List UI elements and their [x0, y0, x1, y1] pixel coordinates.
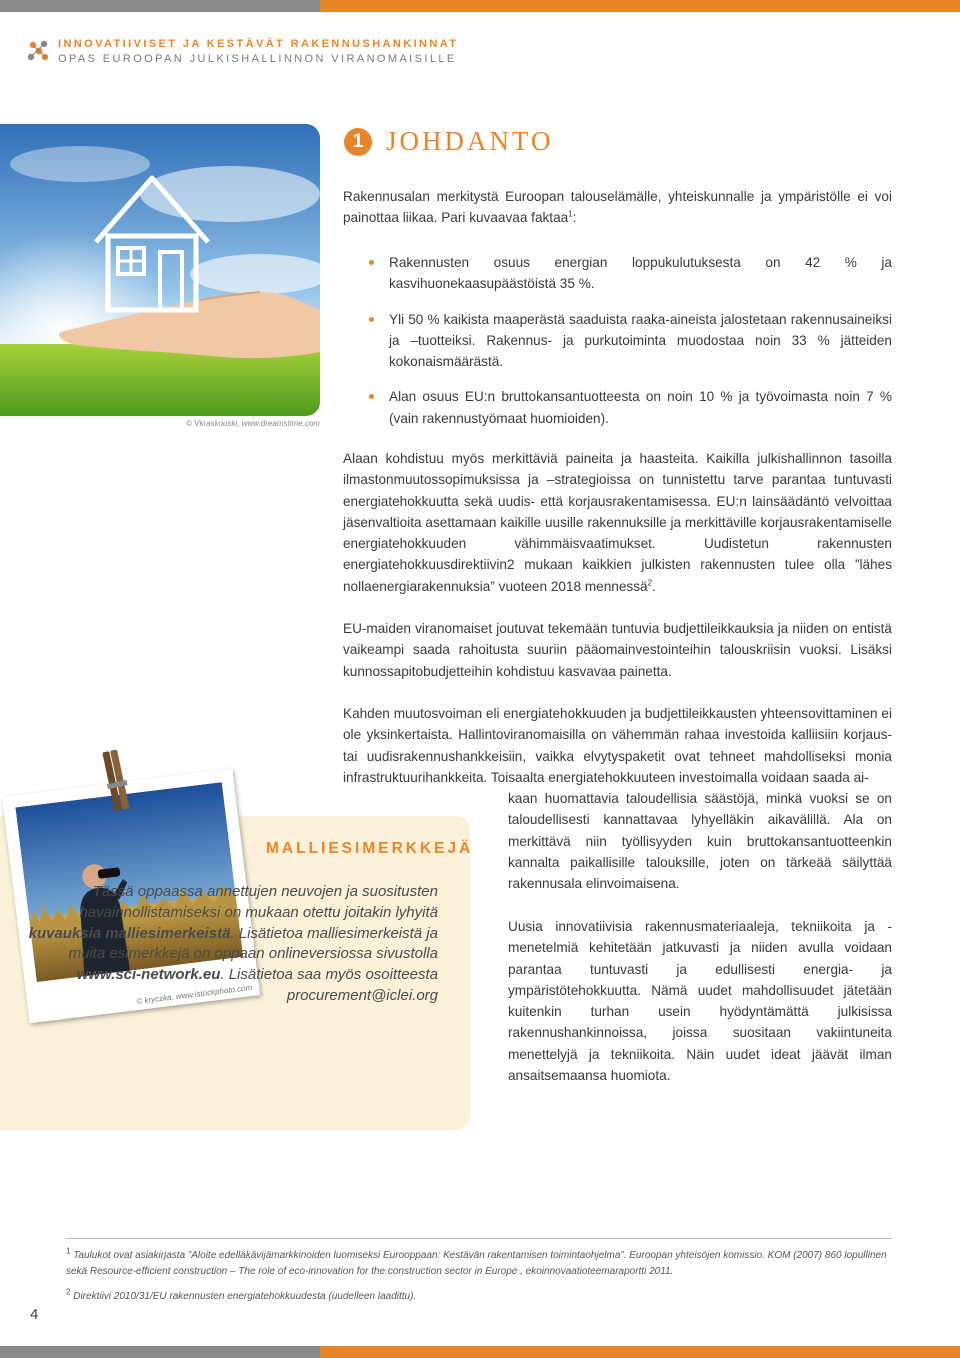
- footnote-ref-2: 2: [647, 578, 653, 588]
- bullet-text: Rakennusten osuus energian loppukulutuksesta on 42 % ja kasvihuonekaasupäästöistä 35 %.: [389, 255, 892, 292]
- bullet-dot-icon: [369, 394, 374, 399]
- footnote-ref-1: 1: [568, 209, 573, 219]
- model-text-bold: kuvauksia malliesimerkeistä: [28, 924, 231, 942]
- chapter-number-badge: 1: [344, 128, 372, 156]
- footnote-1: [66, 1248, 892, 1280]
- intro-text: Rakennusalan merkitystä Euroopan talouselämälle, yhteiskunnalle ja ympäristölle ei voi painottaa liikaa. Pari kuvaavaa faktaa: [343, 189, 892, 226]
- bottom-bar-orange: [320, 1346, 960, 1358]
- paragraph-budget-cuts: EU-maiden viranomaiset joutuvat tekemään tuntuvia budjettileikkauksia ja niiden on entistä vaikeampi saada rahoitusta suuriin pääomainvestointeihin talouskriisin vuoksi. Lisäksi kunnossapitobudjetteihin kohdistuu kasvavaa painetta.: [343, 621, 892, 679]
- model-text-part: . Lisätietoa saa myös osoitteesta procurement@iclei.org: [220, 966, 438, 1004]
- paragraph-challenges: [343, 448, 892, 597]
- footnote-2: [66, 1289, 892, 1305]
- paragraph-text: Alaan kohdistuu myös merkittäviä paineita ja haasteita. Kaikilla julkishallinnon tasoilla ilmastonmuutossopimuksissa ja –strategioissa on tunnistettu tarve parantaa tuntuvasti energiatehokkuutta sekä uudis- että korjausrakentamisessa. EU:n lainsäädäntö velvoittaa jäsenvaltioita asettamaan kaikille uusille rakennuksille ja merkittäville korjausrakentamiselle energiatehokkuuden vähimmäisvaatimukset. Uudistetun rakennusten energiatehokkuusdirektiivin2 mukaan kaikkien julkisten rakennusten tulee olla ”lähes nollaenergiarakennuksia” vuoteen 2018 mennessä: [343, 451, 892, 594]
- chapter-title: JOHDANTO: [386, 126, 554, 156]
- top-bar-gray: [0, 0, 320, 12]
- paragraph-innovation: Uusia innovatiivisia rakennusmateriaaleja, tekniikoita ja -menetelmiä kehitetään jatkuvasti ja niiden avulla voidaan parantaa tuntuvasti ja edullisesti energia- ja ympäristötehokkuutta. Nämä uudet mahdollisuudet jätetään kuitenkin turhan usein hyödyntämättä julkisissa rakennushankinnoissa, joissa suositaan vakiintuneita menettelyjä ja tekniikoita. Näin uudet ideat jäävät ilman ansaitsemaansa huomiota.: [508, 919, 892, 1084]
- intro-suffix: :: [572, 210, 577, 226]
- page-number: 4: [30, 1306, 39, 1323]
- header-series-title: INNOVATIIVISET JA KESTÄVÄT RAKENNUSHANKINNAT: [58, 38, 459, 50]
- facts-bullet-list: [343, 252, 892, 443]
- model-examples-title: MALLIESIMERKKEJÄ: [266, 840, 474, 857]
- bullet-dot-icon: [369, 317, 374, 322]
- hero-image: [0, 124, 320, 416]
- header-guide-subtitle: OPAS EUROOPAN JULKISHALLINNON VIRANOMAISILLE: [58, 53, 457, 65]
- photo-credit: © kryczka, www.istockphoto.com: [135, 982, 253, 1007]
- model-text-part: Tässä oppaassa annettujen neuvojen ja suositusten havainnollistamiseksi on mukaan otettu joitakin lyhyitä: [79, 883, 438, 921]
- house-in-hand-illustration: [0, 124, 320, 416]
- list-item: [343, 252, 892, 295]
- model-text-part: . Lisätietoa malliesimerkeistä ja muita esimerkkejä on oppaan onlineversiossa sivustolla: [68, 924, 438, 963]
- footnote-text: Direktiivi 2010/31/EU rakennusten energiatehokkuudesta (uudelleen laadittu).: [73, 1291, 417, 1302]
- intro-paragraph: [343, 186, 892, 229]
- bottom-bar-gray: [0, 1346, 320, 1358]
- list-item: [343, 386, 892, 429]
- paragraph-reconciling: Kahden muutosvoiman eli energiatehokkuuden ja budjettileikkausten yhteensovittaminen ei ole yksinkertaista. Hallintoviranomaisilla on vähemmän rahaa investoida kalliisiin korjaus- tai uudisrakennushankkeisiin, vaikka elvytyspaketit ovat tehneet mahdolliseksi monia infrastruktuurihankkeita. Toisaalta energiatehokkuuteen investoimalla voidaan saada ai-: [343, 706, 892, 785]
- paragraph-end: .: [652, 578, 656, 594]
- bullet-text: Alan osuus EU:n bruttokansantuotteesta on noin 10 % ja työvoimasta noin 7 % (vain rakennustyömaat huomioiden).: [389, 389, 892, 426]
- footnote-number: 2: [66, 1287, 71, 1297]
- top-bar-orange: [320, 0, 960, 12]
- list-item: [343, 309, 892, 373]
- footnote-number: 1: [66, 1246, 71, 1256]
- cluster-dots-logo-icon: [26, 38, 52, 64]
- model-examples-text: [28, 882, 438, 1007]
- bullet-dot-icon: [369, 260, 374, 265]
- paragraph-reconciling-continued: kaan huomattavia taloudellisia säästöjä, minkä vuoksi se on taloudellisesti kannattavaa lyhyelläkin aikavälillä. Ala on merkittävä niin työllisyyden kuin bruttokansantuotteenkin kannalta paikallisille talouksille, joten on tärkeää säilyttää rakennusala elinvoimaisena.: [508, 791, 892, 892]
- sci-network-link[interactable]: www.sci-network.eu: [76, 966, 221, 984]
- clothespin-icon: [98, 748, 138, 828]
- footnote-text: Taulukot ovat asiakirjasta ”Aloite edelläkävijämarkkinoiden luomiseksi Eurooppaan: Kestävän rakentamisen toimintaohjelma”. Euroopan yhteisöjen komissio. KOM (2007) 860 lopullinen sekä Resource-efficient construction – The role of eco-innovation for the construction sector in Europe , ekoinnovaatioteemaraportti 2011.: [66, 1250, 887, 1277]
- hero-image-credit: © Vkraskouski, www.dreamstime.com: [186, 419, 320, 428]
- footnote-divider: [66, 1238, 892, 1239]
- bullet-text: Yli 50 % kaikista maaperästä saaduista raaka-aineista jalostetaan rakennusaineiksi ja –tuotteiksi. Rakennus- ja purkutoiminta muodostaa noin 33 % jätteiden kokonaismäärästä.: [389, 311, 892, 370]
